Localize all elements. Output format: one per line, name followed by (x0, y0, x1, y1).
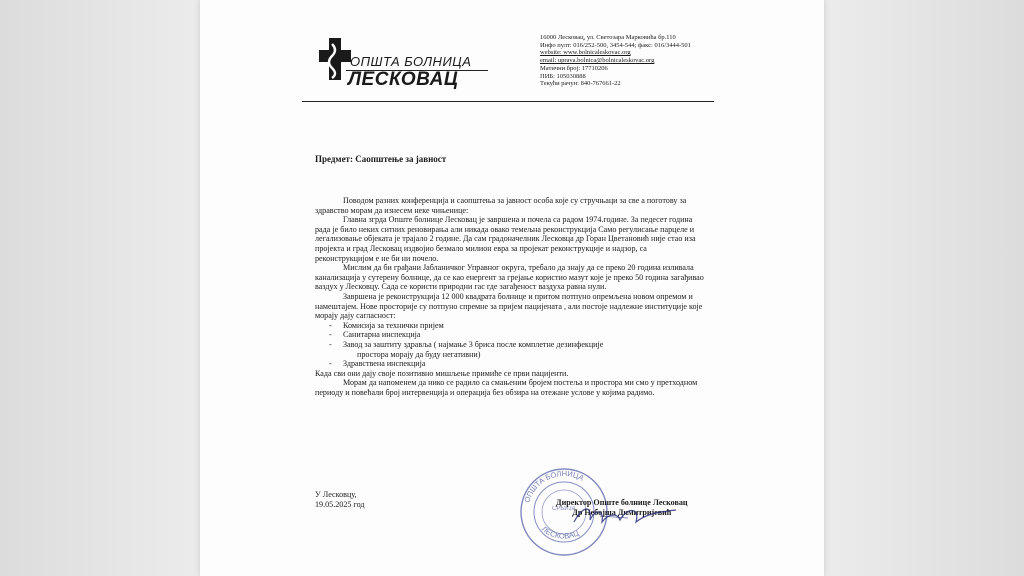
after-list-text: Када сви они дају своје позитивно мишљење примиће се први пацијенти. (315, 368, 569, 378)
paragraph-3: Мислим да би грађани Јабланичког Управног округа, требало да знају да се преко 20 година изливала канализација у сутерену болнице, да се као енергент за грејање користио мазут које је преко 50 година загађивао ваздух у Лесковцу. Сада се користи природни гас где загађеност ваздуха равна нули. (315, 263, 704, 292)
background-right (824, 0, 1024, 576)
list-item-continuation: простора морају да буду негативни) (357, 349, 481, 359)
contact-bank-account: Текући рачун: 840-767661-22 (540, 80, 621, 88)
contact-phone: Инфо пулт: 016/252-500, 3454-544; факс: 016/3444-501 (540, 41, 691, 49)
list-item: - Завод за заштиту здравља ( најмање 3 бриса после комплетне дезинфекције (329, 339, 604, 349)
list-item: - Комисија за технички пријем (329, 320, 444, 330)
paragraph-1: Поводом разних конференција и саопштења за јавност особа које су стручњаци за све а поготову за здравство морам да изнесем неке чињенице: (315, 196, 687, 215)
contact-website[interactable]: website: www.bolnicaleskovac.org (540, 49, 631, 57)
stamp-inner-text: СРБИЈА (552, 506, 576, 512)
hospital-logo (318, 36, 498, 94)
contact-tax-id: ПИБ: 105030888 (540, 72, 586, 80)
contact-email[interactable]: email: uprava.bolnica@bolnicaleskovac.org (540, 57, 655, 65)
place-date (315, 490, 365, 510)
list-item: - Санитарна инспекција (329, 330, 421, 340)
header-divider (302, 101, 714, 102)
paragraph-4: Завршена је реконструкција 12 000 квадрата болнице и притом потпуно опремљена новом опремом и намештајем. Нове просторије су потпуно спремне за пријем пацијената , али постоје надлежне институције које морају дају сагласност: (315, 291, 703, 321)
letter-body (315, 196, 705, 397)
logo-line-1: ОПШТА БОЛНИЦА (350, 54, 472, 69)
signature-title: Директор Опште болнице Лесковац (556, 498, 688, 507)
paragraph-2: Главна згрда Опште болнице Лесковац је завршена и почела са радом 1974.године. За педесет година рада је било неких ситних реновирања али никада овако темељна реконструкција Само регулисање парцеле и легализовање објеката је трајало 2 године. Да сам градоначелник Лесковца др Горан Цветановић није стао иза пројекта и град Лесковац издвојио безмало милион евра за пројекат реконструкције и надзор, са реконструкцијом е не би ни почело. (315, 215, 696, 263)
background-left (0, 0, 200, 576)
closing-paragraph: Морам да напоменем да нико се радило са смањеним бројем постеља и простора ми смо у претходном периоду и повећали број интервенција и операција без обзира на отежане услове у којима радимо. (315, 378, 698, 397)
letter-subject: Предмет: Саопштење за јавност (315, 154, 447, 164)
hospital-cross-icon (318, 36, 352, 82)
contact-reg-number: Матични број: 17710206 (540, 64, 608, 72)
handwritten-signature (570, 500, 680, 530)
contact-address: 16000 Лесковац, ул. Светозара Марковића бр.110 (540, 34, 676, 41)
stamp-top-text: ОПШТА БОЛНИЦА (522, 468, 586, 504)
letter-page (200, 0, 824, 576)
contact-block (540, 34, 800, 88)
date: 19.05.2025 год (315, 500, 365, 509)
signature-name: Др Небојша Димитријевић (572, 508, 672, 517)
logo-line-2: ЛЕСКОВАЦ (348, 69, 459, 90)
list-item: - Здравствена инспекција (329, 359, 426, 369)
stamp-city-text: ЛЕСКОВАЦ (539, 524, 581, 541)
place: У Лесковцу, (315, 490, 357, 499)
